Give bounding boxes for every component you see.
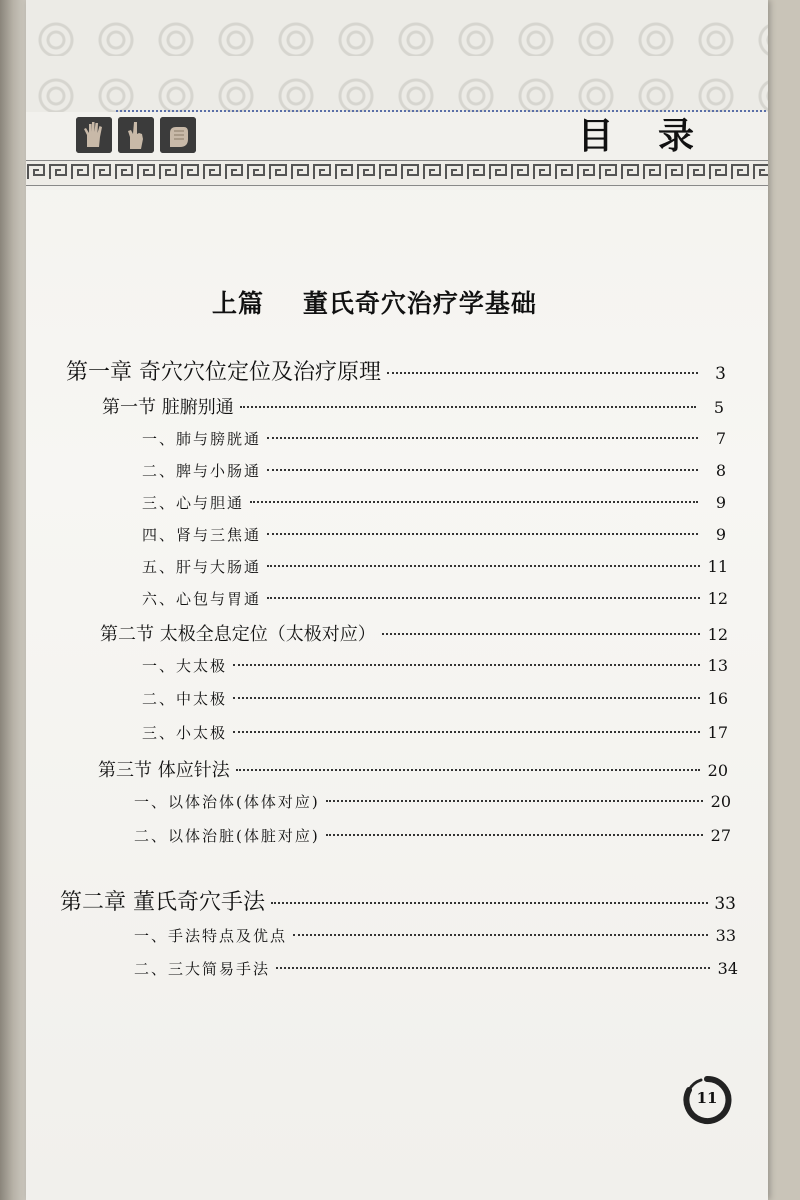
- toc-section-row: [100, 620, 728, 646]
- dot-leader: [326, 800, 703, 802]
- dot-leader: [267, 437, 698, 439]
- toc-entry-title: 一、手法特点及优点: [134, 927, 288, 945]
- toc-item-row: [142, 492, 726, 513]
- toc-entry-title: 三、心与胆通: [142, 494, 245, 512]
- dot-leader: [267, 565, 700, 567]
- dot-leader: [276, 967, 710, 969]
- dot-leader: [236, 769, 700, 771]
- toc-section-row: [102, 393, 724, 419]
- dot-leader: [267, 597, 700, 599]
- toc-item-row: [134, 925, 736, 946]
- dot-leader: [382, 633, 700, 635]
- toc-entry-title: 第二节 太极全息定位（太极对应）: [100, 624, 376, 645]
- toc-page-number: 8: [715, 461, 726, 480]
- toc-entry-title: 第二章 董氏奇穴手法: [60, 890, 265, 915]
- dot-leader: [267, 469, 698, 471]
- dot-leader: [293, 934, 708, 936]
- toc-page-number: 5: [713, 398, 724, 417]
- toc-page-number: 17: [707, 723, 728, 742]
- toc-page-number: 33: [715, 926, 736, 945]
- toc-item-row: [142, 688, 728, 709]
- toc-page-number: 11: [707, 557, 728, 576]
- toc-chapter-row: [66, 355, 726, 386]
- toc-item-row: [142, 655, 728, 676]
- toc-item-row: [142, 588, 728, 609]
- toc-entry-title: 第一节 脏腑别通: [102, 397, 234, 418]
- toc-page-number: 7: [715, 429, 726, 448]
- toc-entry-title: 二、以体治脏(体脏对应): [134, 827, 320, 845]
- page-number-badge: [681, 1074, 733, 1126]
- toc-entry-title: 三、小太极: [142, 724, 228, 742]
- toc-item-row: [142, 556, 728, 577]
- dot-leader: [267, 533, 698, 535]
- toc-page-number: 16: [707, 689, 728, 708]
- toc-entry-title: 二、三大简易手法: [134, 960, 271, 978]
- toc-page-number: 9: [715, 525, 726, 544]
- toc-item-row: [142, 460, 726, 481]
- toc-entry-title: 一、肺与膀胱通: [142, 430, 262, 448]
- table-of-contents: [26, 0, 768, 1200]
- toc-page-number: 12: [707, 589, 728, 608]
- toc-item-row: [134, 791, 731, 812]
- toc-item-row: [142, 722, 728, 743]
- toc-entry-title: 第一章 奇穴穴位定位及治疗原理: [66, 360, 381, 385]
- toc-section-row: [98, 756, 728, 782]
- dot-leader: [233, 731, 700, 733]
- toc-entry-title: 五、肝与大肠通: [142, 558, 262, 576]
- toc-entry-title: 第三节 体应针法: [98, 760, 230, 781]
- toc-page-number: 9: [715, 493, 726, 512]
- toc-entry-title: 二、中太极: [142, 690, 228, 708]
- dot-leader: [233, 664, 700, 666]
- dot-leader: [250, 501, 698, 503]
- toc-item-row: [134, 958, 738, 979]
- toc-item-row: [142, 524, 726, 545]
- toc-page-number: 13: [707, 656, 728, 675]
- toc-entry-title: 二、脾与小肠通: [142, 462, 262, 480]
- dot-leader: [271, 902, 708, 904]
- toc-page-number: 34: [717, 959, 738, 978]
- toc-page-number: 27: [710, 826, 731, 845]
- part-title: 上篇 董氏奇穴治疗学基础: [212, 289, 537, 318]
- toc-page-number: 20: [710, 792, 731, 811]
- toc-entry-title: 一、以体治体(体体对应): [134, 793, 320, 811]
- dot-leader: [326, 834, 703, 836]
- toc-page-number: 33: [714, 894, 736, 914]
- dot-leader: [233, 697, 700, 699]
- page-title: 目 录: [577, 116, 710, 157]
- toc-chapter-row: [60, 885, 736, 916]
- toc-item-row: [134, 825, 731, 846]
- toc-entry-title: 四、肾与三焦通: [142, 526, 262, 544]
- toc-item-row: [142, 428, 726, 449]
- book-page: [26, 0, 768, 1200]
- page-number: 11: [696, 1089, 718, 1107]
- dot-leader: [387, 372, 698, 374]
- toc-page-number: 20: [707, 761, 728, 780]
- dot-leader: [240, 406, 696, 408]
- toc-entry-title: 六、心包与胃通: [142, 590, 262, 608]
- toc-entry-title: 一、大太极: [142, 657, 228, 675]
- toc-page-number: 3: [715, 364, 726, 384]
- toc-page-number: 12: [707, 625, 728, 644]
